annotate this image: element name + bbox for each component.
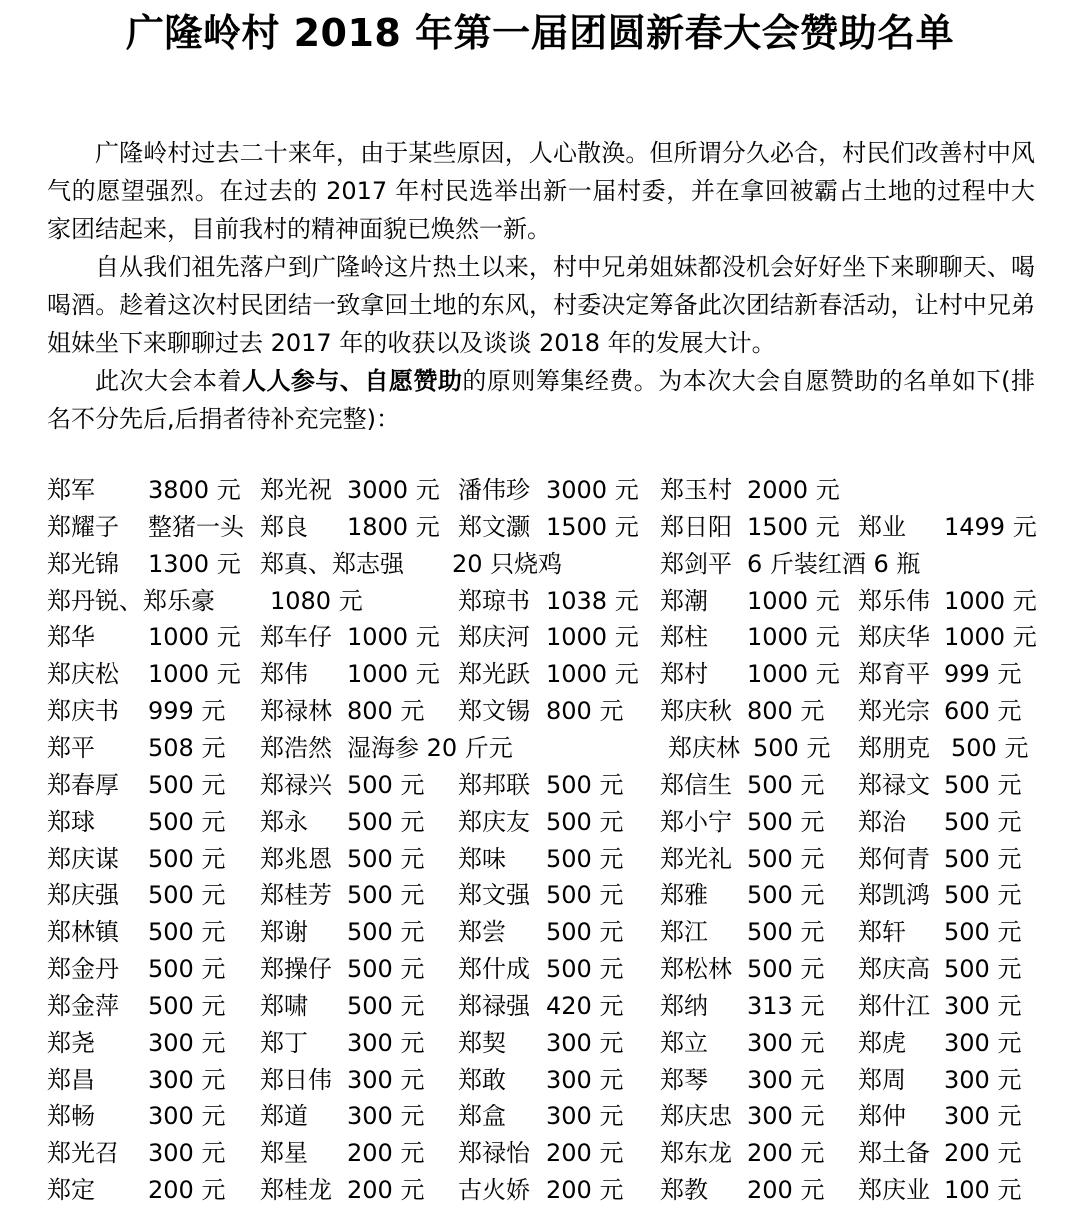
donor-name: 郑庆秋 — [660, 697, 732, 726]
donor-name: 郑朋克 — [858, 733, 930, 762]
donation-amount: 300 元 — [546, 1065, 624, 1094]
donor-row — [0, 1135, 1080, 1172]
donor-name: 郑庆松 — [47, 660, 119, 689]
donation-amount: 500 元 — [747, 918, 825, 947]
donor-name: 潘伟珍 — [458, 476, 530, 504]
donor-name: 郑庆强 — [47, 881, 119, 910]
donation-amount: 200 元 — [347, 1176, 425, 1205]
donation-amount: 1038 元 — [546, 586, 639, 615]
donor-name: 郑桂龙 — [260, 1176, 332, 1205]
donation-amount: 300 元 — [944, 1102, 1022, 1131]
donor-name: 郑庆友 — [458, 807, 530, 836]
donation-amount: 300 元 — [148, 1102, 226, 1131]
donor-name: 郑伟 — [260, 660, 308, 689]
donor-name: 郑业 — [858, 512, 906, 541]
donation-amount: 1800 元 — [347, 512, 440, 541]
donation-amount: 500 元 — [944, 807, 1022, 836]
donation-amount: 300 元 — [546, 1102, 624, 1131]
donation-amount: 999 元 — [944, 660, 1022, 689]
page-title: 广隆岭村 2018 年第一届团圆新春大会赞助名单 — [125, 11, 955, 55]
donor-name: 郑信生 — [660, 770, 732, 799]
donor-name: 郑敢 — [458, 1065, 506, 1094]
donor-row — [0, 1025, 1080, 1062]
donor-name: 郑何青 — [858, 844, 930, 873]
donor-name: 郑平 — [47, 733, 95, 762]
donor-name: 郑丁 — [260, 1028, 308, 1057]
donor-name: 郑潮 — [660, 586, 708, 615]
donation-amount: 500 元 — [546, 844, 624, 873]
donor-row — [0, 730, 1080, 767]
donor-name: 郑邦联 — [458, 770, 530, 799]
donation-amount: 500 元 — [347, 807, 425, 836]
donor-name: 郑林镇 — [47, 918, 119, 947]
donation-amount: 500 元 — [148, 881, 226, 910]
donor-name: 郑治 — [858, 807, 906, 836]
donor-name: 郑小宁 — [660, 807, 732, 836]
donation-amount: 500 元 — [546, 918, 624, 947]
donor-name: 郑轩 — [858, 918, 906, 947]
donation-amount: 800 元 — [747, 697, 825, 726]
donor-name: 郑星 — [260, 1139, 308, 1168]
donor-name: 郑丹锐、郑乐豪 — [47, 586, 215, 615]
donor-name: 郑谢 — [260, 918, 308, 947]
donation-amount: 500 元 — [347, 881, 425, 910]
donor-name: 郑文锡 — [458, 697, 530, 726]
donation-amount: 800 元 — [347, 697, 425, 726]
donor-name: 郑教 — [660, 1176, 708, 1205]
donation-amount: 500 元 — [944, 844, 1022, 873]
donor-row — [0, 988, 1080, 1025]
donation-amount: 1000 元 — [747, 660, 840, 689]
donor-name: 郑禄怡 — [458, 1139, 530, 1168]
donor-row — [0, 914, 1080, 951]
donor-name: 郑金萍 — [47, 991, 119, 1020]
donation-amount: 500 元 — [148, 955, 226, 984]
donor-name: 郑禄兴 — [260, 770, 332, 799]
donation-amount: 300 元 — [944, 1065, 1022, 1094]
donation-amount: 1000 元 — [148, 660, 241, 689]
donation-amount: 500 元 — [747, 955, 825, 984]
donation-amount: 200 元 — [747, 1139, 825, 1168]
donation-amount: 300 元 — [347, 1102, 425, 1131]
donor-name: 郑真、郑志强 — [260, 549, 404, 578]
donation-amount: 300 元 — [148, 1065, 226, 1094]
donor-name: 郑军 — [47, 476, 95, 504]
donation-amount: 300 元 — [148, 1139, 226, 1168]
donation-amount: 1000 元 — [944, 623, 1037, 652]
donation-amount: 2000 元 — [747, 476, 840, 504]
donor-name: 郑乐伟 — [858, 586, 930, 615]
donation-amount: 20 只烧鸡 — [452, 549, 563, 578]
donation-amount: 1000 元 — [944, 586, 1037, 615]
donation-amount: 500 元 — [347, 918, 425, 947]
donation-amount: 500 元 — [148, 918, 226, 947]
donor-name: 郑琼书 — [458, 586, 530, 615]
donation-amount: 1080 元 — [270, 586, 363, 615]
donation-amount: 500 元 — [753, 733, 831, 762]
donor-name: 郑禄文 — [858, 770, 930, 799]
donor-row — [0, 841, 1080, 878]
donor-name: 郑庆高 — [858, 955, 930, 984]
document-body — [47, 134, 1035, 438]
donation-amount: 500 元 — [944, 918, 1022, 947]
donation-amount: 1499 元 — [944, 512, 1037, 541]
donation-amount: 300 元 — [347, 1028, 425, 1057]
donation-amount: 508 元 — [148, 733, 226, 762]
donor-name: 郑日伟 — [260, 1065, 332, 1094]
donation-amount: 500 元 — [347, 991, 425, 1020]
donor-name: 郑琴 — [660, 1065, 708, 1094]
donation-amount: 1000 元 — [148, 623, 241, 652]
donor-name: 郑柱 — [660, 623, 708, 652]
donor-name: 郑耀子 — [47, 512, 119, 541]
donor-name: 郑江 — [660, 918, 708, 947]
donor-name: 郑球 — [47, 807, 95, 836]
donor-row — [0, 804, 1080, 841]
donor-name: 郑日阳 — [660, 512, 732, 541]
donor-name: 郑庆林 — [668, 733, 740, 762]
donation-amount: 1300 元 — [148, 549, 241, 578]
donor-name: 郑浩然 — [260, 733, 332, 762]
donor-name: 郑光召 — [47, 1139, 119, 1168]
donor-name: 郑道 — [260, 1102, 308, 1131]
donor-name: 郑雅 — [660, 881, 708, 910]
donation-amount: 300 元 — [747, 1102, 825, 1131]
donation-amount: 6 斤装红酒 6 瓶 — [747, 549, 921, 578]
donor-row — [0, 1172, 1080, 1206]
donor-row — [0, 951, 1080, 988]
donor-row — [0, 546, 1080, 583]
donor-row — [0, 1062, 1080, 1099]
donation-amount: 500 元 — [148, 991, 226, 1020]
donor-name: 郑土备 — [858, 1139, 930, 1168]
donor-name: 郑凯鸿 — [858, 881, 930, 910]
donor-name: 郑庆忠 — [660, 1102, 732, 1131]
donor-name: 郑定 — [47, 1176, 95, 1205]
donor-name: 郑禄强 — [458, 991, 530, 1020]
donation-amount: 500 元 — [747, 881, 825, 910]
paragraph-text: 此次大会本着 — [95, 367, 242, 395]
donor-row — [0, 877, 1080, 914]
donor-row — [0, 472, 1080, 509]
donation-amount: 500 元 — [148, 770, 226, 799]
donation-amount: 500 元 — [347, 955, 425, 984]
donation-amount: 500 元 — [546, 807, 624, 836]
donor-row — [0, 693, 1080, 730]
donor-table — [0, 472, 1080, 1206]
donor-name: 郑村 — [660, 660, 708, 689]
paragraph-text: 广隆岭村过去二十来年，由于某些原因，人心散涣。但所谓分久必合，村民们改善村中风气的愿望强烈。在过去的 2017 年村民选举出新一届村委，并在拿回被霸占土地的过程中大家团结起来，目前我村的精神面貌已焕然一新。 — [47, 139, 1035, 243]
donor-name: 郑文灏 — [458, 512, 530, 541]
donation-amount: 1000 元 — [546, 660, 639, 689]
donation-amount: 500 元 — [747, 770, 825, 799]
donation-amount: 500 元 — [148, 807, 226, 836]
donation-amount: 300 元 — [148, 1028, 226, 1057]
donation-amount: 500 元 — [347, 844, 425, 873]
donation-amount: 200 元 — [747, 1176, 825, 1205]
donor-name: 郑光礼 — [660, 844, 732, 873]
donation-amount: 1000 元 — [347, 623, 440, 652]
donor-name: 郑昌 — [47, 1065, 95, 1094]
donation-amount: 3000 元 — [546, 476, 639, 504]
donation-amount: 湿海参 20 斤元 — [347, 733, 513, 762]
donor-name: 郑文强 — [458, 881, 530, 910]
donation-amount: 800 元 — [546, 697, 624, 726]
donation-amount: 500 元 — [546, 955, 624, 984]
donation-amount: 1000 元 — [546, 623, 639, 652]
donor-row — [0, 767, 1080, 804]
paragraph-history — [47, 248, 1035, 362]
donation-amount: 整猪一头 — [148, 512, 244, 541]
donor-row — [0, 509, 1080, 546]
donation-amount: 500 元 — [944, 770, 1022, 799]
donation-amount: 300 元 — [347, 1065, 425, 1094]
donor-name: 郑金丹 — [47, 955, 119, 984]
donation-amount: 999 元 — [148, 697, 226, 726]
paragraph-donation-principle — [47, 362, 1035, 438]
donor-name: 郑玉村 — [660, 476, 732, 504]
donor-name: 郑契 — [458, 1028, 506, 1057]
donor-name: 郑光宗 — [858, 697, 930, 726]
donor-name: 郑味 — [458, 844, 506, 873]
donation-amount: 200 元 — [546, 1139, 624, 1168]
donor-name: 郑光跃 — [458, 660, 530, 689]
donation-amount: 1500 元 — [747, 512, 840, 541]
donation-amount: 500 元 — [944, 881, 1022, 910]
donation-amount: 3800 元 — [148, 476, 241, 504]
donor-row — [0, 656, 1080, 693]
donation-amount: 300 元 — [747, 1028, 825, 1057]
paragraph-text: 的原则筹集经费。为本次大会自愿赞助的名单如下(排名不分先后,后捐者待补充完整)： — [47, 367, 1036, 433]
donor-name: 郑兆恩 — [260, 844, 332, 873]
donor-name: 郑啸 — [260, 991, 308, 1020]
donation-amount: 100 元 — [944, 1176, 1022, 1205]
donor-name: 郑盒 — [458, 1102, 506, 1131]
donor-name: 古火娇 — [458, 1176, 530, 1205]
donor-row — [0, 583, 1080, 620]
donor-name: 郑松林 — [660, 955, 732, 984]
donation-amount: 600 元 — [944, 697, 1022, 726]
donation-amount: 500 元 — [148, 844, 226, 873]
paragraph-intro — [47, 134, 1035, 248]
donor-name: 郑尝 — [458, 918, 506, 947]
donor-name: 郑什成 — [458, 955, 530, 984]
donation-amount: 200 元 — [148, 1176, 226, 1205]
donor-name: 郑庆华 — [858, 623, 930, 652]
donor-row — [0, 619, 1080, 656]
donor-name: 郑立 — [660, 1028, 708, 1057]
donation-amount: 500 元 — [546, 881, 624, 910]
donation-amount: 3000 元 — [347, 476, 440, 504]
donation-amount: 300 元 — [546, 1028, 624, 1057]
donor-name: 郑永 — [260, 807, 308, 836]
donation-amount: 313 元 — [747, 991, 825, 1020]
donor-name: 郑庆书 — [47, 697, 119, 726]
donation-amount: 500 元 — [747, 807, 825, 836]
donor-name: 郑庆业 — [858, 1176, 930, 1205]
donor-name: 郑东龙 — [660, 1139, 732, 1168]
paragraph-text: 自从我们祖先落户到广隆岭这片热土以来，村中兄弟姐妹都没机会好好坐下来聊聊天、喝喝酒。趁着这次村民团结一致拿回土地的东风，村委决定筹备此次团结新春活动，让村中兄弟姐妹坐下来聊聊过去 2017 年的收获以及谈谈 2018 年的发展大计。 — [47, 253, 1035, 357]
donor-name: 郑什江 — [858, 991, 930, 1020]
bold-emphasis-text: 人人参与、自愿赞助 — [241, 367, 463, 395]
donor-name: 郑操仔 — [260, 955, 332, 984]
donor-name: 郑光祝 — [260, 476, 332, 504]
donor-name: 郑华 — [47, 623, 95, 652]
donor-name: 郑虎 — [858, 1028, 906, 1057]
donation-amount: 1000 元 — [347, 660, 440, 689]
donation-amount: 420 元 — [546, 991, 624, 1020]
donation-amount: 500 元 — [546, 770, 624, 799]
donor-name: 郑车仔 — [260, 623, 332, 652]
donor-name: 郑春厚 — [47, 770, 119, 799]
donation-amount: 200 元 — [347, 1139, 425, 1168]
donation-amount: 1500 元 — [546, 512, 639, 541]
donation-amount: 200 元 — [546, 1176, 624, 1205]
donor-row — [0, 1098, 1080, 1135]
donation-amount: 300 元 — [944, 1028, 1022, 1057]
donation-amount: 500 元 — [944, 955, 1022, 984]
donor-name: 郑光锦 — [47, 549, 119, 578]
donation-amount: 300 元 — [747, 1065, 825, 1094]
donation-amount: 1000 元 — [747, 586, 840, 615]
donor-name: 郑周 — [858, 1065, 906, 1094]
donor-name: 郑仲 — [858, 1102, 906, 1131]
donation-amount: 500 元 — [747, 844, 825, 873]
donation-amount: 300 元 — [944, 991, 1022, 1020]
donation-amount: 200 元 — [944, 1139, 1022, 1168]
donor-name: 郑畅 — [47, 1102, 95, 1131]
donor-name: 郑庆河 — [458, 623, 530, 652]
donor-name: 郑桂芳 — [260, 881, 332, 910]
donor-name: 郑育平 — [858, 660, 930, 689]
donor-name: 郑禄林 — [260, 697, 332, 726]
donor-name: 郑纳 — [660, 991, 708, 1020]
donation-amount: 500 元 — [951, 733, 1029, 762]
donor-name: 郑良 — [260, 512, 308, 541]
donation-amount: 500 元 — [347, 770, 425, 799]
donor-name: 郑剑平 — [660, 549, 732, 578]
donation-amount: 1000 元 — [747, 623, 840, 652]
donor-name: 郑尧 — [47, 1028, 95, 1057]
donor-name: 郑庆谋 — [47, 844, 119, 873]
